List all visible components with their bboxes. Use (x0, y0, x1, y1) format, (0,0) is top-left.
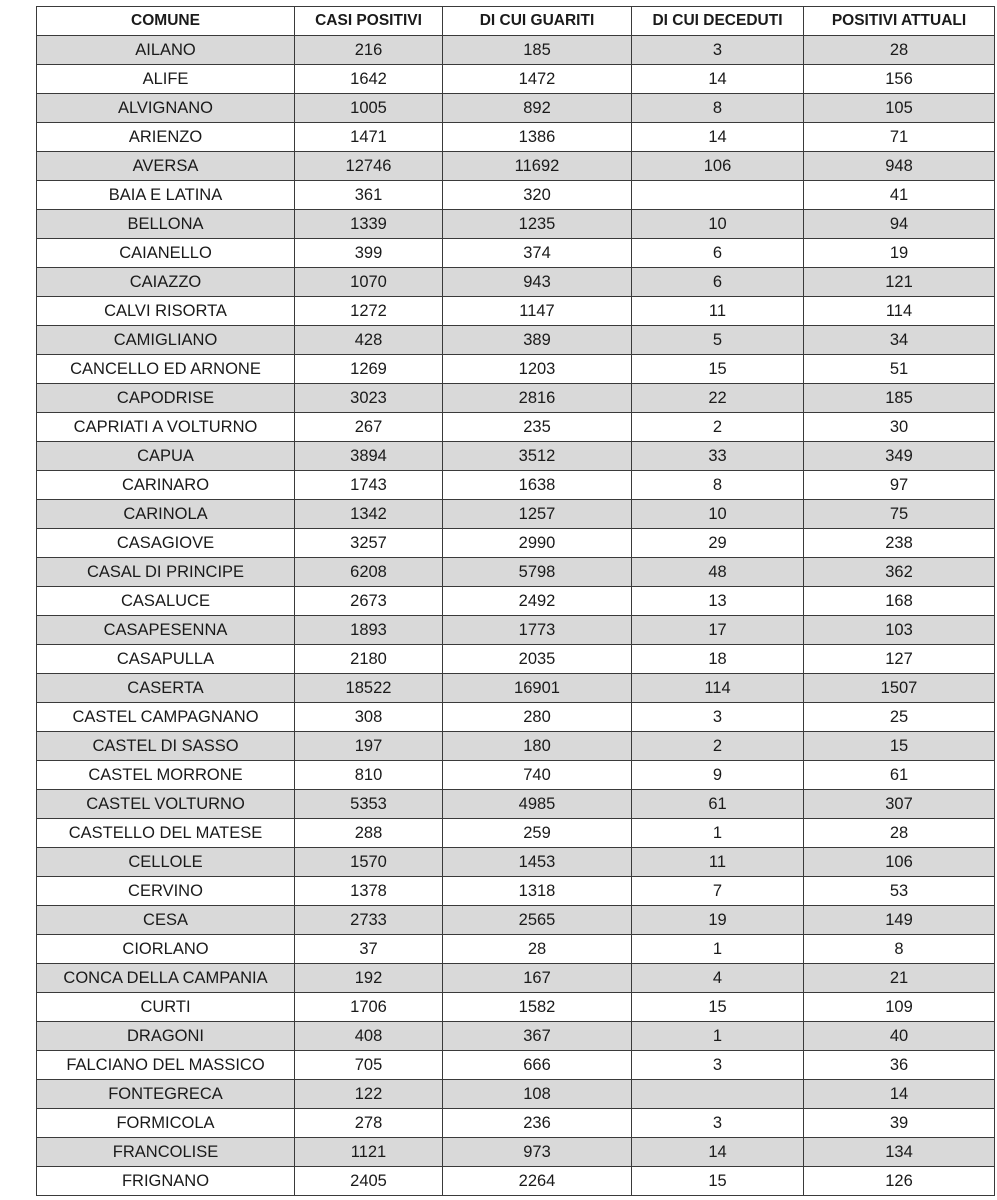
cell-comune: FRANCOLISE (37, 1138, 295, 1167)
cell-positivi-attuali: 1507 (804, 674, 995, 703)
cell-casi-positivi: 216 (295, 36, 443, 65)
cell-guariti: 235 (443, 413, 632, 442)
table-row (37, 1022, 995, 1051)
cell-guariti: 108 (443, 1080, 632, 1109)
cell-guariti: 180 (443, 732, 632, 761)
table-row (37, 761, 995, 790)
cell-positivi-attuali: 134 (804, 1138, 995, 1167)
cell-guariti: 2816 (443, 384, 632, 413)
cell-positivi-attuali: 15 (804, 732, 995, 761)
cell-casi-positivi: 18522 (295, 674, 443, 703)
table-row (37, 181, 995, 210)
cell-casi-positivi: 1272 (295, 297, 443, 326)
table-row (37, 732, 995, 761)
cell-deceduti: 61 (632, 790, 804, 819)
cell-positivi-attuali: 97 (804, 471, 995, 500)
cell-deceduti: 33 (632, 442, 804, 471)
cell-casi-positivi: 705 (295, 1051, 443, 1080)
cell-casi-positivi: 1642 (295, 65, 443, 94)
cell-comune: BAIA E LATINA (37, 181, 295, 210)
cell-comune: CASTEL VOLTURNO (37, 790, 295, 819)
cell-deceduti: 3 (632, 1051, 804, 1080)
cell-comune: CARINARO (37, 471, 295, 500)
cell-deceduti: 14 (632, 123, 804, 152)
header-positivi-attuali: POSITIVI ATTUALI (804, 7, 995, 36)
cell-deceduti: 9 (632, 761, 804, 790)
cell-casi-positivi: 2405 (295, 1167, 443, 1196)
cell-guariti: 185 (443, 36, 632, 65)
cell-guariti: 1582 (443, 993, 632, 1022)
cell-comune: ALVIGNANO (37, 94, 295, 123)
cell-casi-positivi: 197 (295, 732, 443, 761)
cell-comune: CASAL DI PRINCIPE (37, 558, 295, 587)
table-row (37, 674, 995, 703)
cell-deceduti (632, 1080, 804, 1109)
cell-casi-positivi: 5353 (295, 790, 443, 819)
cell-deceduti: 2 (632, 732, 804, 761)
cell-guariti: 16901 (443, 674, 632, 703)
cell-casi-positivi: 278 (295, 1109, 443, 1138)
cell-guariti: 2990 (443, 529, 632, 558)
cell-deceduti: 15 (632, 1167, 804, 1196)
cell-deceduti: 17 (632, 616, 804, 645)
cell-guariti: 1203 (443, 355, 632, 384)
cell-positivi-attuali: 105 (804, 94, 995, 123)
cell-casi-positivi: 1121 (295, 1138, 443, 1167)
cell-deceduti: 14 (632, 1138, 804, 1167)
cell-positivi-attuali: 40 (804, 1022, 995, 1051)
table-row (37, 442, 995, 471)
table-row (37, 935, 995, 964)
cell-comune: CANCELLO ED ARNONE (37, 355, 295, 384)
cell-positivi-attuali: 75 (804, 500, 995, 529)
cell-deceduti: 15 (632, 993, 804, 1022)
cell-positivi-attuali: 149 (804, 906, 995, 935)
table-row (37, 906, 995, 935)
cell-positivi-attuali: 30 (804, 413, 995, 442)
cell-guariti: 2264 (443, 1167, 632, 1196)
cell-guariti: 1638 (443, 471, 632, 500)
table-row (37, 790, 995, 819)
cell-guariti: 2492 (443, 587, 632, 616)
cell-guariti: 167 (443, 964, 632, 993)
cell-comune: FONTEGRECA (37, 1080, 295, 1109)
cell-casi-positivi: 288 (295, 819, 443, 848)
cell-deceduti: 48 (632, 558, 804, 587)
table-body (37, 36, 995, 1196)
cell-casi-positivi: 3894 (295, 442, 443, 471)
header-comune: COMUNE (37, 7, 295, 36)
cell-positivi-attuali: 114 (804, 297, 995, 326)
cell-deceduti: 11 (632, 848, 804, 877)
cell-guariti: 374 (443, 239, 632, 268)
cell-comune: CALVI RISORTA (37, 297, 295, 326)
cell-casi-positivi: 6208 (295, 558, 443, 587)
cell-positivi-attuali: 53 (804, 877, 995, 906)
cell-comune: CAMIGLIANO (37, 326, 295, 355)
cell-comune: CASAPULLA (37, 645, 295, 674)
cell-deceduti: 114 (632, 674, 804, 703)
cell-positivi-attuali: 156 (804, 65, 995, 94)
cell-guariti: 5798 (443, 558, 632, 587)
cell-deceduti: 2 (632, 413, 804, 442)
table-row (37, 94, 995, 123)
cell-positivi-attuali: 36 (804, 1051, 995, 1080)
cell-positivi-attuali: 109 (804, 993, 995, 1022)
cell-guariti: 666 (443, 1051, 632, 1080)
cell-casi-positivi: 192 (295, 964, 443, 993)
cell-deceduti: 19 (632, 906, 804, 935)
cell-deceduti: 6 (632, 268, 804, 297)
cell-casi-positivi: 267 (295, 413, 443, 442)
cell-comune: CURTI (37, 993, 295, 1022)
table-row (37, 1138, 995, 1167)
cell-comune: CERVINO (37, 877, 295, 906)
cell-positivi-attuali: 238 (804, 529, 995, 558)
cell-guariti: 11692 (443, 152, 632, 181)
cell-casi-positivi: 1339 (295, 210, 443, 239)
table-row (37, 993, 995, 1022)
table-row (37, 558, 995, 587)
cell-comune: CASAGIOVE (37, 529, 295, 558)
cell-comune: CASERTA (37, 674, 295, 703)
cell-deceduti: 10 (632, 210, 804, 239)
cell-comune: FRIGNANO (37, 1167, 295, 1196)
header-di-cui-deceduti: DI CUI DECEDUTI (632, 7, 804, 36)
cell-comune: CAPRIATI A VOLTURNO (37, 413, 295, 442)
table-row (37, 1080, 995, 1109)
cell-casi-positivi: 12746 (295, 152, 443, 181)
table-row (37, 877, 995, 906)
table-row (37, 1167, 995, 1196)
table-row (37, 1109, 995, 1138)
cell-deceduti: 14 (632, 65, 804, 94)
cell-guariti: 28 (443, 935, 632, 964)
cell-positivi-attuali: 185 (804, 384, 995, 413)
table-row (37, 703, 995, 732)
table-row (37, 1051, 995, 1080)
cell-guariti: 1453 (443, 848, 632, 877)
cell-comune: CAIAZZO (37, 268, 295, 297)
table-row (37, 413, 995, 442)
cell-comune: CASTEL CAMPAGNANO (37, 703, 295, 732)
cell-positivi-attuali: 106 (804, 848, 995, 877)
header-casi-positivi: CASI POSITIVI (295, 7, 443, 36)
cell-guariti: 740 (443, 761, 632, 790)
cell-comune: DRAGONI (37, 1022, 295, 1051)
cell-guariti: 259 (443, 819, 632, 848)
cell-guariti: 2565 (443, 906, 632, 935)
cell-positivi-attuali: 34 (804, 326, 995, 355)
cell-casi-positivi: 1570 (295, 848, 443, 877)
table-row (37, 152, 995, 181)
table-row (37, 36, 995, 65)
cell-casi-positivi: 1706 (295, 993, 443, 1022)
cell-positivi-attuali: 168 (804, 587, 995, 616)
cell-positivi-attuali: 349 (804, 442, 995, 471)
cell-deceduti: 7 (632, 877, 804, 906)
cell-casi-positivi: 408 (295, 1022, 443, 1051)
cell-positivi-attuali: 126 (804, 1167, 995, 1196)
cell-positivi-attuali: 71 (804, 123, 995, 152)
table-row (37, 355, 995, 384)
cell-guariti: 1386 (443, 123, 632, 152)
cell-guariti: 1147 (443, 297, 632, 326)
cell-guariti: 1318 (443, 877, 632, 906)
table-row (37, 645, 995, 674)
cell-deceduti: 8 (632, 471, 804, 500)
cell-comune: CARINOLA (37, 500, 295, 529)
cell-comune: CASAPESENNA (37, 616, 295, 645)
table-row (37, 326, 995, 355)
table-row (37, 268, 995, 297)
cell-comune: CASTELLO DEL MATESE (37, 819, 295, 848)
cell-comune: CASTEL DI SASSO (37, 732, 295, 761)
cell-deceduti: 5 (632, 326, 804, 355)
table-row (37, 964, 995, 993)
cell-positivi-attuali: 8 (804, 935, 995, 964)
cell-positivi-attuali: 127 (804, 645, 995, 674)
cell-positivi-attuali: 25 (804, 703, 995, 732)
cell-casi-positivi: 2733 (295, 906, 443, 935)
cell-comune: ALIFE (37, 65, 295, 94)
cell-positivi-attuali: 948 (804, 152, 995, 181)
cell-casi-positivi: 37 (295, 935, 443, 964)
cell-deceduti: 22 (632, 384, 804, 413)
cell-casi-positivi: 361 (295, 181, 443, 210)
cell-casi-positivi: 810 (295, 761, 443, 790)
cell-deceduti: 29 (632, 529, 804, 558)
cell-casi-positivi: 3023 (295, 384, 443, 413)
cell-comune: CELLOLE (37, 848, 295, 877)
cell-guariti: 1235 (443, 210, 632, 239)
cell-deceduti: 6 (632, 239, 804, 268)
cell-positivi-attuali: 19 (804, 239, 995, 268)
table-row (37, 529, 995, 558)
cell-deceduti: 1 (632, 935, 804, 964)
cell-guariti: 892 (443, 94, 632, 123)
cell-casi-positivi: 1269 (295, 355, 443, 384)
table-row (37, 65, 995, 94)
table-row (37, 297, 995, 326)
cell-guariti: 280 (443, 703, 632, 732)
cell-deceduti: 8 (632, 94, 804, 123)
cell-deceduti: 1 (632, 1022, 804, 1051)
cell-positivi-attuali: 28 (804, 819, 995, 848)
cell-positivi-attuali: 21 (804, 964, 995, 993)
cell-casi-positivi: 122 (295, 1080, 443, 1109)
cell-deceduti: 13 (632, 587, 804, 616)
cell-guariti: 1472 (443, 65, 632, 94)
cell-casi-positivi: 308 (295, 703, 443, 732)
cell-comune: CESA (37, 906, 295, 935)
cell-comune: CAIANELLO (37, 239, 295, 268)
cell-deceduti: 15 (632, 355, 804, 384)
table-row (37, 500, 995, 529)
cell-comune: CASALUCE (37, 587, 295, 616)
cell-deceduti (632, 181, 804, 210)
table-row (37, 239, 995, 268)
header-row (37, 7, 995, 36)
table-row (37, 848, 995, 877)
cell-guariti: 1257 (443, 500, 632, 529)
table-row (37, 471, 995, 500)
table-row (37, 384, 995, 413)
cell-positivi-attuali: 362 (804, 558, 995, 587)
cell-casi-positivi: 3257 (295, 529, 443, 558)
cell-comune: BELLONA (37, 210, 295, 239)
cell-casi-positivi: 1471 (295, 123, 443, 152)
covid-cases-table (36, 6, 995, 1196)
cell-positivi-attuali: 14 (804, 1080, 995, 1109)
header-di-cui-guariti: DI CUI GUARITI (443, 7, 632, 36)
cell-comune: FORMICOLA (37, 1109, 295, 1138)
cell-guariti: 236 (443, 1109, 632, 1138)
table-row (37, 210, 995, 239)
cell-deceduti: 10 (632, 500, 804, 529)
cell-comune: CONCA DELLA CAMPANIA (37, 964, 295, 993)
cell-comune: CAPODRISE (37, 384, 295, 413)
cell-casi-positivi: 399 (295, 239, 443, 268)
cell-guariti: 2035 (443, 645, 632, 674)
cell-guariti: 1773 (443, 616, 632, 645)
cell-casi-positivi: 2180 (295, 645, 443, 674)
cell-deceduti: 3 (632, 1109, 804, 1138)
cell-deceduti: 106 (632, 152, 804, 181)
cell-guariti: 367 (443, 1022, 632, 1051)
cell-comune: CASTEL MORRONE (37, 761, 295, 790)
cell-guariti: 3512 (443, 442, 632, 471)
cell-positivi-attuali: 121 (804, 268, 995, 297)
cell-positivi-attuali: 51 (804, 355, 995, 384)
cell-comune: AVERSA (37, 152, 295, 181)
cell-positivi-attuali: 28 (804, 36, 995, 65)
cell-deceduti: 3 (632, 36, 804, 65)
cell-deceduti: 4 (632, 964, 804, 993)
table-row (37, 819, 995, 848)
table-row (37, 587, 995, 616)
cell-comune: AILANO (37, 36, 295, 65)
cell-deceduti: 3 (632, 703, 804, 732)
cell-guariti: 943 (443, 268, 632, 297)
cell-casi-positivi: 1893 (295, 616, 443, 645)
cell-guariti: 320 (443, 181, 632, 210)
cell-comune: ARIENZO (37, 123, 295, 152)
cell-casi-positivi: 1070 (295, 268, 443, 297)
cell-casi-positivi: 1342 (295, 500, 443, 529)
cell-guariti: 389 (443, 326, 632, 355)
cell-comune: CAPUA (37, 442, 295, 471)
cell-casi-positivi: 1378 (295, 877, 443, 906)
cell-positivi-attuali: 94 (804, 210, 995, 239)
table-row (37, 123, 995, 152)
cell-casi-positivi: 1743 (295, 471, 443, 500)
cell-positivi-attuali: 307 (804, 790, 995, 819)
cell-guariti: 4985 (443, 790, 632, 819)
cell-casi-positivi: 1005 (295, 94, 443, 123)
cell-positivi-attuali: 103 (804, 616, 995, 645)
cell-positivi-attuali: 61 (804, 761, 995, 790)
cell-positivi-attuali: 39 (804, 1109, 995, 1138)
cell-deceduti: 18 (632, 645, 804, 674)
cell-casi-positivi: 428 (295, 326, 443, 355)
cell-comune: CIORLANO (37, 935, 295, 964)
table-row (37, 616, 995, 645)
cell-casi-positivi: 2673 (295, 587, 443, 616)
cell-comune: FALCIANO DEL MASSICO (37, 1051, 295, 1080)
cell-deceduti: 11 (632, 297, 804, 326)
cell-deceduti: 1 (632, 819, 804, 848)
cell-positivi-attuali: 41 (804, 181, 995, 210)
cell-guariti: 973 (443, 1138, 632, 1167)
